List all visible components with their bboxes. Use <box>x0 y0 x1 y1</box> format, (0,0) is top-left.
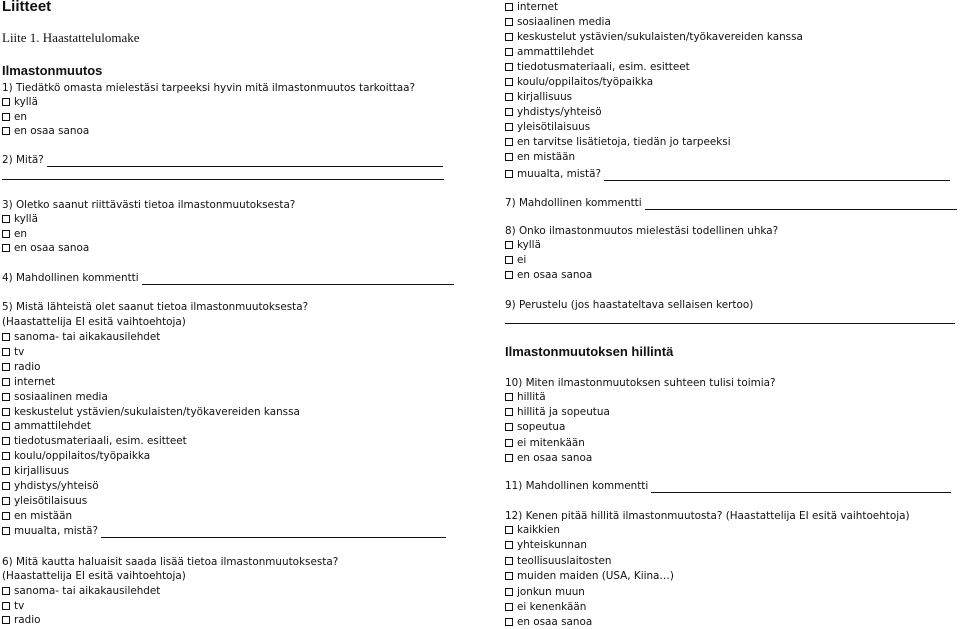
checkbox[interactable] <box>505 408 513 416</box>
q8-option[interactable]: ei <box>505 253 526 267</box>
q1-option[interactable]: kyllä <box>2 95 38 109</box>
checkbox[interactable] <box>505 572 513 580</box>
answer-line[interactable] <box>2 179 444 180</box>
checkbox[interactable] <box>505 603 513 611</box>
q5-option[interactable]: kirjallisuus <box>2 464 69 478</box>
q10-option[interactable]: sopeutua <box>505 420 565 434</box>
appendix-title: Liite 1. Haastattelulomake <box>2 30 140 45</box>
checkbox[interactable] <box>505 393 513 401</box>
checkbox[interactable] <box>2 437 10 445</box>
q3-option[interactable]: kyllä <box>2 212 38 226</box>
q12-option[interactable]: ei kenenkään <box>505 600 586 614</box>
q3-option[interactable]: en osaa sanoa <box>2 241 89 255</box>
checkbox[interactable] <box>505 33 513 41</box>
checkbox[interactable] <box>505 256 513 264</box>
checkbox[interactable] <box>2 602 10 610</box>
checkbox[interactable] <box>2 527 10 535</box>
checkbox[interactable] <box>2 512 10 520</box>
checkbox[interactable] <box>2 98 10 106</box>
checkbox[interactable] <box>505 153 513 161</box>
answer-line[interactable] <box>645 198 957 210</box>
question-12: 12) Kenen pitää hillitä ilmastonmuutosta? (Haastattelija EI esitä vaihtoehtoja) <box>505 510 910 522</box>
q6-option[interactable]: koulu/oppilaitos/työpaikka <box>505 75 653 89</box>
checkbox[interactable] <box>2 215 10 223</box>
q5-option[interactable]: radio <box>2 360 40 374</box>
checkbox[interactable] <box>505 423 513 431</box>
answer-line[interactable] <box>651 481 951 493</box>
q6-option[interactable]: yleisötilaisuus <box>505 120 590 134</box>
q10-option[interactable]: hillitä ja sopeutua <box>505 405 610 419</box>
question-7: 7) Mahdollinen kommentti <box>505 196 957 210</box>
checkbox[interactable] <box>2 482 10 490</box>
q5-option-other[interactable]: muualta, mistä? <box>2 524 446 538</box>
q5-option[interactable]: koulu/oppilaitos/työpaikka <box>2 449 150 463</box>
q5-option[interactable]: sanoma- tai aikakausilehdet <box>2 330 160 344</box>
q12-option[interactable]: jonkun muun <box>505 585 585 599</box>
checkbox[interactable] <box>2 467 10 475</box>
checkbox[interactable] <box>505 271 513 279</box>
q6-option[interactable]: radio <box>2 613 40 627</box>
checkbox[interactable] <box>505 78 513 86</box>
q12-option[interactable]: muiden maiden (USA, Kiina…) <box>505 569 674 583</box>
q12-option[interactable]: en osaa sanoa <box>505 615 592 629</box>
checkbox[interactable] <box>2 378 10 386</box>
q1-option[interactable]: en <box>2 110 27 124</box>
section-title: Ilmastonmuutos <box>2 63 103 78</box>
checkbox[interactable] <box>2 230 10 238</box>
checkbox[interactable] <box>2 127 10 135</box>
q6-option[interactable]: yhdistys/yhteisö <box>505 105 602 119</box>
checkbox[interactable] <box>505 18 513 26</box>
checkbox[interactable] <box>505 63 513 71</box>
question-8: 8) Onko ilmastonmuutos mielestäsi todellinen uhka? <box>505 225 779 237</box>
checkbox[interactable] <box>505 454 513 462</box>
answer-line[interactable] <box>604 169 950 181</box>
q8-option[interactable]: kyllä <box>505 238 541 252</box>
question-5: 5) Mistä lähteistä olet saanut tietoa ilmastonmuutoksesta? <box>2 301 309 313</box>
checkbox[interactable] <box>505 241 513 249</box>
question-11: 11) Mahdollinen kommentti <box>505 479 951 493</box>
interviewer-note: (Haastattelija EI esitä vaihtoehtoja) <box>2 570 186 582</box>
checkbox[interactable] <box>2 497 10 505</box>
checkbox[interactable] <box>2 587 10 595</box>
checkbox[interactable] <box>505 93 513 101</box>
q5-option[interactable]: en mistään <box>2 509 72 523</box>
q5-option[interactable]: ammattilehdet <box>2 419 91 433</box>
q12-option[interactable]: yhteiskunnan <box>505 538 587 552</box>
checkbox[interactable] <box>505 526 513 534</box>
q6-option[interactable]: tiedotusmateriaali, esim. esitteet <box>505 60 690 74</box>
answer-line[interactable] <box>47 155 443 167</box>
q12-option[interactable]: teollisuuslaitosten <box>505 554 612 568</box>
checkbox[interactable] <box>505 138 513 146</box>
checkbox[interactable] <box>2 393 10 401</box>
checkbox[interactable] <box>2 452 10 460</box>
q8-option[interactable]: en osaa sanoa <box>505 268 592 282</box>
page-title: Liitteet <box>2 0 52 15</box>
q6-option[interactable]: ammattilehdet <box>505 45 594 59</box>
checkbox[interactable] <box>505 3 513 11</box>
checkbox[interactable] <box>505 108 513 116</box>
interviewer-note: (Haastattelija EI esitä vaihtoehtoja) <box>2 316 186 328</box>
q6-option[interactable]: en mistään <box>505 150 575 164</box>
q5-option[interactable]: sosiaalinen media <box>2 390 108 404</box>
question-6: 6) Mitä kautta haluaisit saada lisää tietoa ilmastonmuutoksesta? <box>2 556 339 568</box>
checkbox[interactable] <box>505 541 513 549</box>
checkbox[interactable] <box>505 170 513 178</box>
q5-option[interactable]: yleisötilaisuus <box>2 494 87 508</box>
checkbox[interactable] <box>505 588 513 596</box>
q6-option[interactable]: sosiaalinen media <box>505 15 611 29</box>
question-9: 9) Perustelu (jos haastateltava sellaisen kertoo) <box>505 299 754 311</box>
question-1: 1) Tiedätkö omasta mielestäsi tarpeeksi hyvin mitä ilmastonmuutos tarkoittaa? <box>2 82 416 94</box>
q12-option[interactable]: kaikkien <box>505 523 560 537</box>
q3-option[interactable]: en <box>2 227 27 241</box>
q6-option[interactable]: tv <box>2 599 24 613</box>
q6-option-other[interactable]: muualta, mistä? <box>505 167 950 181</box>
q6-option[interactable]: keskustelut ystävien/sukulaisten/työkavereiden kanssa <box>505 30 803 44</box>
section-title: Ilmastonmuutoksen hillintä <box>505 344 674 359</box>
q5-option[interactable]: keskustelut ystävien/sukulaisten/työkavereiden kanssa <box>2 405 300 419</box>
q5-option[interactable]: tiedotusmateriaali, esim. esitteet <box>2 434 187 448</box>
q10-option[interactable]: en osaa sanoa <box>505 451 592 465</box>
checkbox[interactable] <box>505 618 513 626</box>
checkbox[interactable] <box>2 616 10 624</box>
question-2: 2) Mitä? <box>2 153 443 167</box>
q6-option[interactable]: sanoma- tai aikakausilehdet <box>2 584 160 598</box>
checkbox[interactable] <box>2 244 10 252</box>
q10-option[interactable]: hillitä <box>505 390 546 404</box>
q10-option[interactable]: ei mitenkään <box>505 436 585 450</box>
question-4: 4) Mahdollinen kommentti <box>2 271 454 285</box>
answer-line[interactable] <box>505 323 955 324</box>
checkbox[interactable] <box>2 363 10 371</box>
answer-line[interactable] <box>142 273 454 285</box>
q5-option[interactable]: internet <box>2 375 55 389</box>
checkbox[interactable] <box>2 113 10 121</box>
checkbox[interactable] <box>2 348 10 356</box>
checkbox[interactable] <box>505 123 513 131</box>
q5-option[interactable]: tv <box>2 345 24 359</box>
q6-option[interactable]: kirjallisuus <box>505 90 572 104</box>
question-3: 3) Oletko saanut riittävästi tietoa ilmastonmuutoksesta? <box>2 199 296 211</box>
checkbox[interactable] <box>505 439 513 447</box>
q1-option[interactable]: en osaa sanoa <box>2 124 89 138</box>
q6-option[interactable]: internet <box>505 0 558 14</box>
answer-line[interactable] <box>101 526 446 538</box>
checkbox[interactable] <box>2 422 10 430</box>
q5-option[interactable]: yhdistys/yhteisö <box>2 479 99 493</box>
checkbox[interactable] <box>505 48 513 56</box>
question-10: 10) Miten ilmastonmuutoksen suhteen tulisi toimia? <box>505 377 776 389</box>
checkbox[interactable] <box>505 557 513 565</box>
checkbox[interactable] <box>2 408 10 416</box>
q6-option[interactable]: en tarvitse lisätietoja, tiedän jo tarpeeksi <box>505 135 731 149</box>
checkbox[interactable] <box>2 333 10 341</box>
